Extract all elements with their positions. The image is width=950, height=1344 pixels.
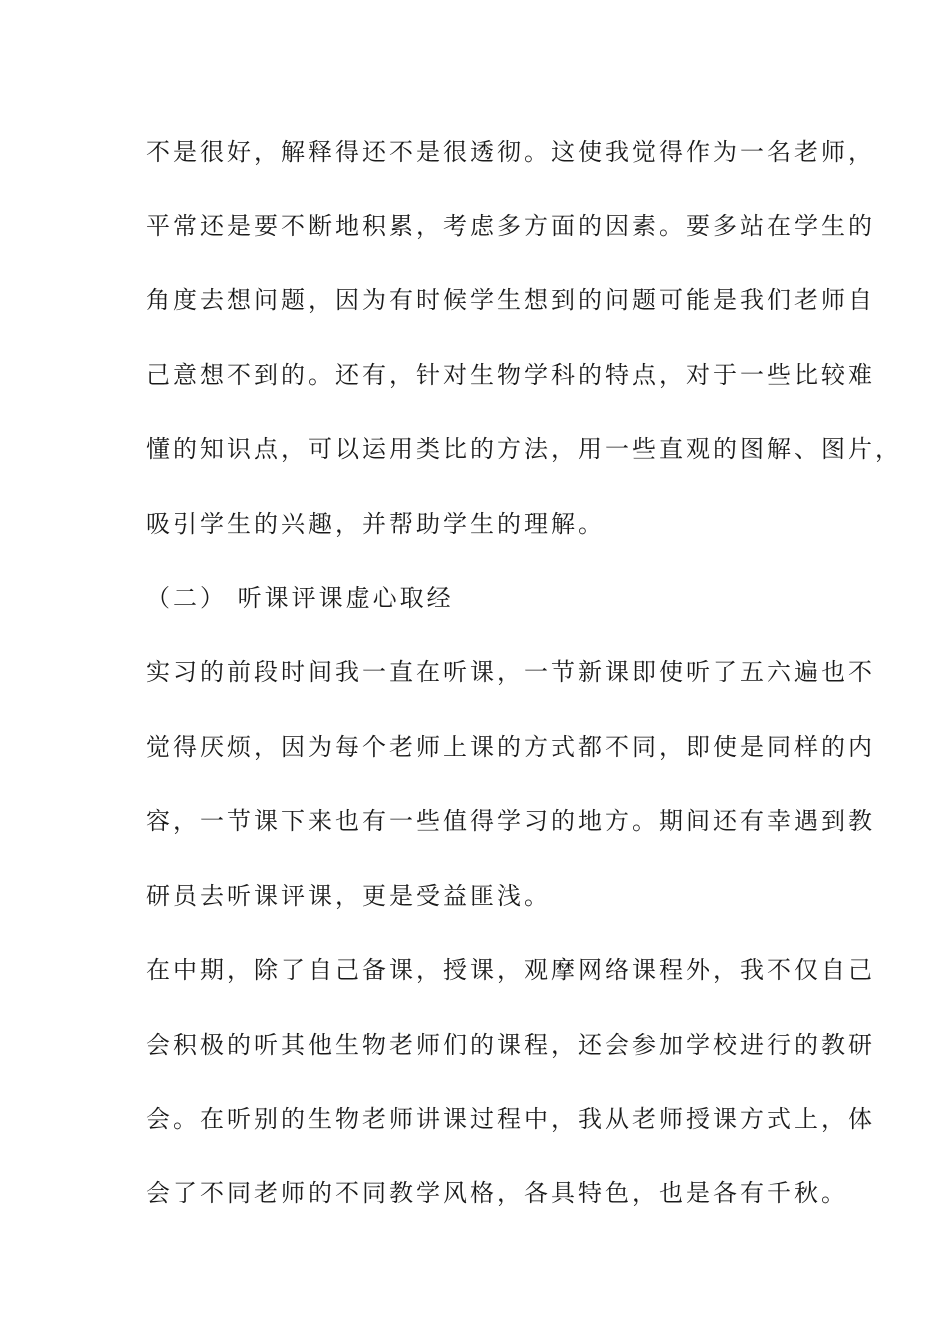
paragraph-line-1: 不是很好，解释得还不是很透彻。这使我觉得作为一名老师， bbox=[146, 138, 875, 166]
paragraph-line-14: 会了不同老师的不同教学风格，各具特色，也是各有千秋。 bbox=[146, 1179, 848, 1207]
paragraph-line-2: 平常还是要不断地积累，考虑多方面的因素。要多站在学生的 bbox=[146, 212, 875, 240]
paragraph-line-5: 懂的知识点，可以运用类比的方法，用一些直观的图解、图片， bbox=[146, 435, 902, 463]
paragraph-line-12: 会积极的听其他生物老师们的课程，还会参加学校进行的教研 bbox=[146, 1031, 875, 1059]
paragraph-line-7: 实习的前段时间我一直在听课，一节新课即使听了五六遍也不 bbox=[146, 658, 875, 686]
paragraph-line-13: 会。在听别的生物老师讲课过程中，我从老师授课方式上，体 bbox=[146, 1105, 875, 1133]
paragraph-line-11: 在中期，除了自己备课，授课，观摩网络课程外，我不仅自己 bbox=[146, 956, 875, 984]
paragraph-line-9: 容，一节课下来也有一些值得学习的地方。期间还有幸遇到教 bbox=[146, 807, 875, 835]
paragraph-line-6: 吸引学生的兴趣，并帮助学生的理解。 bbox=[146, 510, 605, 538]
paragraph-line-8: 觉得厌烦，因为每个老师上课的方式都不同，即使是同样的内 bbox=[146, 733, 875, 761]
paragraph-line-4: 己意想不到的。还有，针对生物学科的特点，对于一些比较难 bbox=[146, 361, 875, 389]
paragraph-line-10: 研员去听课评课，更是受益匪浅。 bbox=[146, 882, 551, 910]
paragraph-line-3: 角度去想问题，因为有时候学生想到的问题可能是我们老师自 bbox=[146, 286, 875, 314]
section-heading: （二） 听课评课虚心取经 bbox=[146, 584, 454, 612]
